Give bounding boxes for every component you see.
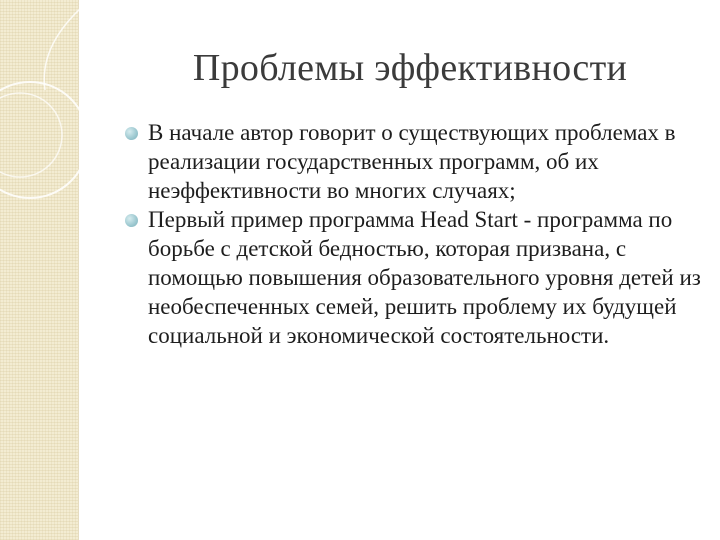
circle-bullet-icon xyxy=(125,214,138,227)
bullet-text: Первый пример программа Head Start - программа по борьбе с детской бедностью, которая призвана, с помощью повышения образовательного уровня детей из необеспеченных семей, решить проблему их будущей социальной и экономической состоятельности. xyxy=(148,207,701,348)
circle-bullet-icon xyxy=(125,127,138,140)
decorative-side-strip xyxy=(0,0,79,540)
slide-title: Проблемы эффективности xyxy=(192,47,628,89)
bullet-list xyxy=(148,118,703,350)
bullet-text: В начале автор говорит о существующих проблемах в реализации государственных программ, об их неэффективности во многих случаях; xyxy=(148,120,676,203)
bullet-item xyxy=(148,205,703,350)
bullet-item xyxy=(148,118,703,205)
